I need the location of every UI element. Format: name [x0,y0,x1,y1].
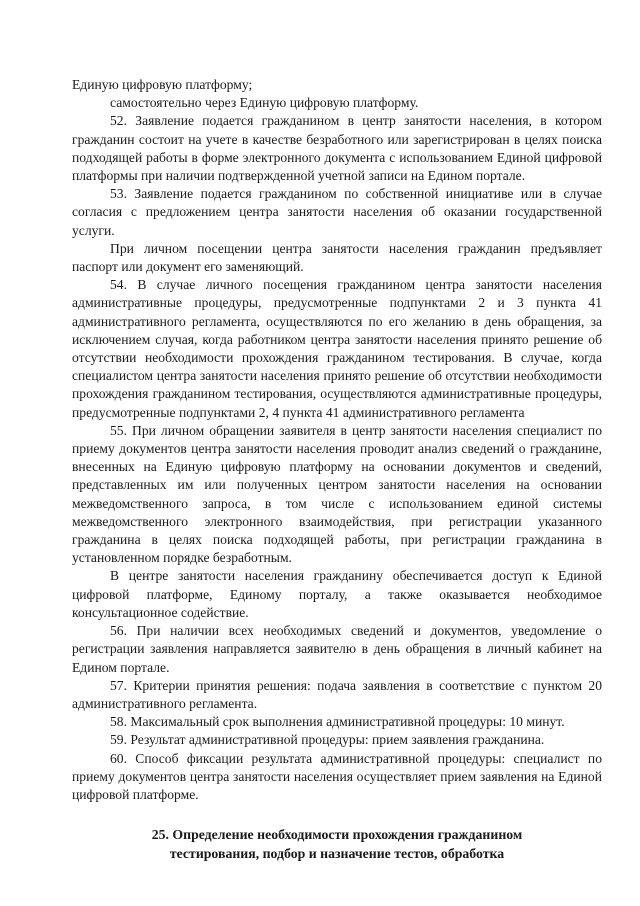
paragraph-access: В центре занятости населения гражданину обеспечивается доступ к Единой цифровой платформе, Единому порталу, а также оказывается необходимое консультационное содействие. [72,568,602,620]
paragraph-53: 53. Заявление подается гражданином по собственной инициативе или в случае согласия с предложением центра занятости населения об оказании государственной услуги. [72,186,602,238]
document-page [72,76,602,863]
paragraph-54: 54. В случае личного посещения гражданином центра занятости населения административные процедуры, предусмотренные подпунктами 2 и 3 пункта 41 административного регламента, осуществляются по его желанию в день обращения, за исключением случая, когда работником центра занятости населения принято решение об отсутствии необходимости прохождения гражданином тестирования. В случае, когда специалистом центра занятости населения принято решение об отсутствии необходимости прохождения гражданином тестирования, осуществляются административные процедуры, предусмотренные подпунктами 2, 4 пункта 41 административного регламента [72,277,602,420]
paragraph-58: 58. Максимальный срок выполнения административной процедуры: 10 минут. [110,714,565,730]
paragraph-continuation-1: Единую цифровую платформу; [72,77,253,92]
section-heading-line-2: тестирования, подбор и назначение тестов, обработка [169,845,505,861]
paragraph-56: 56. При наличии всех необходимых сведений и документов, уведомление о регистрации заявления направляется заявителю в день обращения в личный кабинет на Едином портале. [72,623,602,675]
paragraph-59: 59. Результат административной процедуры: прием заявления гражданина. [110,732,545,748]
paragraph-60: 60. Способ фиксации результата административной процедуры: специалист по приему документов центра занятости населения осуществляет прием заявления на Единой цифровой платформе. [72,750,602,802]
paragraph-55: 55. При личном обращении заявителя в центр занятости населения специалист по приему документов центра занятости населения проводит анализ сведений о гражданине, внесенных на Единую цифровую платформу на основании документов и сведений, представленных им или полученных центром занятости населения на основании межведомственного запроса, в том числе с использованием единой системы межведомственного электронного взаимодействия, при регистрации указанного гражданина в целях поиска подходящей работы, при регистрации гражданина в установленном порядке безработным. [72,422,602,566]
paragraph-continuation-2: самостоятельно через Единую цифровую платформу. [110,95,419,111]
section-heading [72,826,602,863]
paragraph-passport: При личном посещении центра занятости населения гражданин предъявляет паспорт или документ его заменяющий. [72,240,602,275]
paragraph-52: 52. Заявление подается гражданином в центр занятости населения, в котором гражданин состоит на учете в качестве безработного или зарегистрирован в целях поиска подходящей работы в форме электронного документа с использованием Единой цифровой платформы при наличии подтвержденной учетной записи на Едином портале. [72,113,602,184]
section-heading-line-1: 25. Определение необходимости прохождения гражданином [151,827,523,843]
paragraph-57: 57. Критерии принятия решения: подача заявления в соответствие с пунктом 20 административного регламента. [72,677,602,711]
